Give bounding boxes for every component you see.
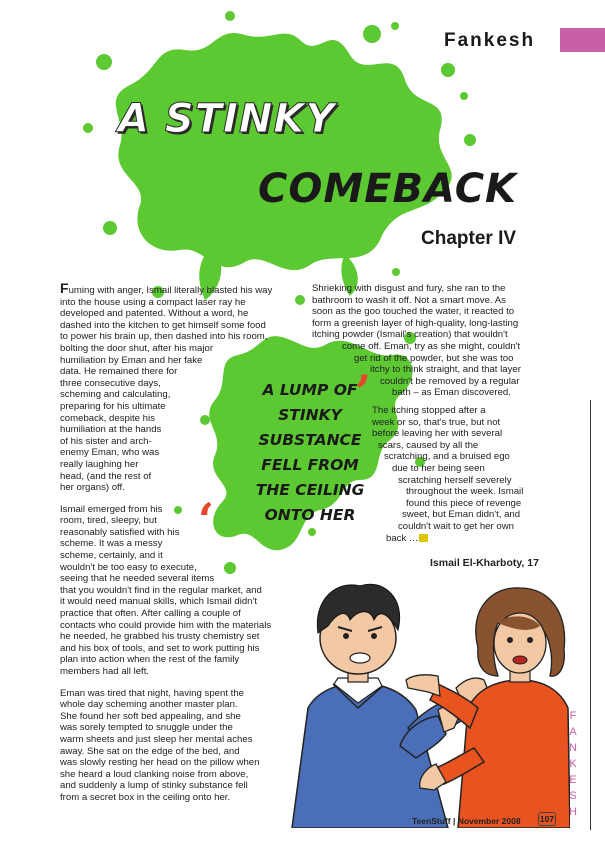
title-line-2: COMEBACK xyxy=(258,166,518,212)
line-text: get rid of the powder, but she was too xyxy=(354,352,514,364)
line-text: Shrieking with disgust and fury, she ran to the xyxy=(312,283,506,294)
line-text: week or so, that's true, but not xyxy=(372,416,501,428)
line-text: and his box of tools, and set to work putting his xyxy=(60,642,260,654)
end-of-article-mark xyxy=(419,534,428,542)
paragraph xyxy=(60,688,272,804)
side-label-letter: K xyxy=(569,758,577,770)
line-text: he needed, he grabbed his trusty chemistry set xyxy=(60,631,260,643)
text-line xyxy=(60,620,272,632)
line-text: of his sister and arch- xyxy=(60,435,152,447)
line-text: scars, caused by all the xyxy=(378,439,479,451)
line-text: scheming and calculating, xyxy=(60,389,171,401)
text-line xyxy=(60,585,272,597)
text-line xyxy=(60,280,273,297)
text-line xyxy=(60,401,272,413)
line-text: scheme, certainly, and it xyxy=(60,550,163,562)
side-label-letter: F xyxy=(569,710,577,722)
page-footer xyxy=(412,816,521,826)
text-line xyxy=(312,341,521,353)
text-line xyxy=(372,533,523,545)
text-line xyxy=(60,343,272,355)
paragraph xyxy=(60,280,273,494)
text-line xyxy=(60,746,272,758)
line-text: was slowly resting her head on the pillow when xyxy=(60,757,260,769)
line-text: throughout the week. Ismail xyxy=(406,486,524,498)
open-quote-mark: ‘ xyxy=(198,493,215,547)
text-line xyxy=(60,688,272,700)
line-text: reasonably satisfied with his xyxy=(60,526,180,538)
side-label-letter: A xyxy=(569,726,577,738)
line-text: plan into action when the rest of the family xyxy=(60,654,240,666)
text-line xyxy=(60,504,272,516)
line-text: due to her being seen xyxy=(392,462,485,474)
text-line xyxy=(60,711,272,723)
line-text: before leaving her with several xyxy=(372,428,503,440)
line-text: head, (and the rest of xyxy=(60,470,152,482)
text-line xyxy=(60,631,272,643)
line-text: into the house using a compact laser ray he xyxy=(60,296,246,308)
text-line xyxy=(60,436,272,448)
text-line xyxy=(60,562,272,574)
line-text: to power his brain up, then dashed into his room, xyxy=(60,331,268,343)
line-text: bath – as Eman discovered. xyxy=(392,387,511,399)
side-label-letter: H xyxy=(569,806,577,818)
line-text: preparing for his ultimate xyxy=(60,400,166,412)
text-line xyxy=(60,482,272,494)
side-rule xyxy=(590,400,591,830)
line-text: form a greenish layer of high-quality, long-lasting xyxy=(312,317,519,329)
text-line xyxy=(60,378,272,390)
text-line xyxy=(372,463,523,475)
line-text: soon as the goo touched the water, it reacted to xyxy=(312,306,515,318)
line-text: from a secret box in the ceiling onto her. xyxy=(60,791,231,803)
page-number: 107 xyxy=(539,814,555,824)
line-text: scheme. It was a messy xyxy=(60,538,163,550)
line-text: practice that often. After calling a couple of xyxy=(60,608,241,620)
text-line xyxy=(60,596,272,608)
line-text: found this piece of revenge xyxy=(406,497,522,509)
close-quote-mark: ’ xyxy=(355,365,372,419)
line-text: itching powder (Ismail's creation) that wouldn't xyxy=(312,329,508,341)
line-text: humiliation at the hands xyxy=(60,424,162,436)
side-label-letter: N xyxy=(569,742,577,754)
side-label-letter: S xyxy=(569,790,577,802)
chapter-label: Chapter IV xyxy=(421,228,517,249)
line-text: contacts who could provide him with the materials xyxy=(60,619,272,631)
paragraph xyxy=(60,504,272,678)
paragraph xyxy=(372,405,523,544)
line-text: bathroom to wash it off. Not a smart move. As xyxy=(312,294,506,306)
issue-date: November 2008 xyxy=(457,816,521,826)
text-line xyxy=(312,306,521,318)
line-text: uming with anger, Ismail literally blasted his way xyxy=(68,285,273,296)
text-line xyxy=(60,320,272,332)
text-line xyxy=(60,355,272,367)
line-text: couldn't be removed by a regular xyxy=(380,375,520,387)
line-text: whole day scheming another master plan. xyxy=(60,699,238,711)
text-line xyxy=(60,447,272,459)
line-text: data. He remained there for xyxy=(60,366,178,378)
line-text: Ismail emerged from his xyxy=(60,503,163,515)
text-line xyxy=(60,654,272,666)
line-text: really laughing her xyxy=(60,458,139,470)
section-header: Fankesh xyxy=(444,30,536,51)
text-line xyxy=(60,515,272,527)
line-text: couldn't wait to get her own xyxy=(398,520,514,532)
text-line xyxy=(60,297,272,309)
text-line xyxy=(60,413,272,425)
line-text: come off. Eman, try as she might, couldn't xyxy=(342,340,521,352)
text-line xyxy=(60,471,272,483)
text-line xyxy=(60,573,272,585)
text-line xyxy=(372,451,523,463)
pull-quote: A LUMP OF STINKY SUBSTANCE FELL FROM THE CEILING ONTO HER xyxy=(255,381,365,524)
text-line xyxy=(372,521,523,533)
text-line xyxy=(60,608,272,620)
text-line xyxy=(372,417,523,429)
text-line xyxy=(60,699,272,711)
line-text: and suddenly a lump of stinky substance fell xyxy=(60,780,248,792)
line-text: bolting the door shut, after his major xyxy=(60,342,214,354)
article-column-2-continued xyxy=(372,405,523,544)
text-line xyxy=(372,509,523,521)
text-line xyxy=(312,329,521,341)
line-text: scratching, and a bruised ego xyxy=(384,451,510,463)
text-line xyxy=(372,440,523,452)
text-line xyxy=(60,550,272,562)
line-text: it would need manual skills, which Ismail didn't xyxy=(60,596,257,608)
line-text: scratching herself severely xyxy=(398,474,512,486)
text-line xyxy=(60,538,272,550)
line-text: away. She sat on the edge of the bed, and xyxy=(60,745,240,757)
text-line xyxy=(60,780,272,792)
line-text: she heard a loud clanking noise from above, xyxy=(60,768,249,780)
text-line xyxy=(60,722,272,734)
line-text: was sorely tempted to snuggle under the xyxy=(60,722,233,734)
side-label-letter: E xyxy=(569,774,577,786)
text-line xyxy=(60,366,272,378)
text-line xyxy=(60,666,272,678)
text-line xyxy=(372,486,523,498)
text-line xyxy=(312,283,521,295)
text-line xyxy=(60,643,272,655)
line-text: She found her soft bed appealing, and she xyxy=(60,710,241,722)
text-line xyxy=(312,295,521,307)
text-line xyxy=(312,353,521,365)
author-byline: Ismail El-Kharboty, 17 xyxy=(430,557,539,569)
footer-divider: | xyxy=(452,816,456,826)
title-line-1: A STINKY xyxy=(118,96,336,142)
text-line xyxy=(60,757,272,769)
drop-cap: F xyxy=(60,280,69,296)
line-text: three consecutive days, xyxy=(60,377,161,389)
line-text: seeing that he needed several items xyxy=(60,573,215,585)
text-line xyxy=(60,769,272,781)
line-text: room, tired, sleepy, but xyxy=(60,515,157,527)
line-text: wouldn't be too easy to execute, xyxy=(60,561,197,573)
text-line xyxy=(60,459,272,471)
text-line xyxy=(372,498,523,510)
line-text: enemy Eman, who was xyxy=(60,447,160,459)
text-line xyxy=(60,527,272,539)
text-line xyxy=(372,475,523,487)
line-text: her organs) off. xyxy=(60,482,125,494)
text-line xyxy=(60,734,272,746)
line-text: sweet, but Eman didn't, and xyxy=(402,509,521,521)
text-line xyxy=(60,792,272,804)
line-text: The itching stopped after a xyxy=(372,405,486,416)
side-section-label xyxy=(566,708,580,820)
text-line xyxy=(60,308,272,320)
line-text: Eman was tired that night, having spent the xyxy=(60,687,244,699)
line-text: developed and patented. Without a word, he xyxy=(60,308,249,320)
magazine-name: TeenStuff xyxy=(412,816,451,826)
text-line xyxy=(372,405,523,417)
text-line xyxy=(312,318,521,330)
line-text: back … xyxy=(386,532,419,544)
article-column-1 xyxy=(60,280,273,804)
line-text: comeback, despite his xyxy=(60,412,155,424)
text-line xyxy=(312,364,521,376)
line-text: humiliation by Eman and her fake xyxy=(60,354,203,366)
line-text: dashed into the kitchen to get himself some food xyxy=(60,319,266,331)
line-text: that you wouldn't find in the regular market, and xyxy=(60,584,262,596)
header-color-tab xyxy=(560,28,605,52)
line-text: warm sheets and just sleep her mental aches xyxy=(60,733,253,745)
text-line xyxy=(372,428,523,440)
line-text: itchy to think straight, and that layer xyxy=(370,364,521,376)
line-text: members had all left. xyxy=(60,666,150,677)
text-line xyxy=(60,389,272,401)
text-line xyxy=(60,331,272,343)
arguing-siblings-illustration xyxy=(288,578,570,828)
text-line xyxy=(60,424,272,436)
